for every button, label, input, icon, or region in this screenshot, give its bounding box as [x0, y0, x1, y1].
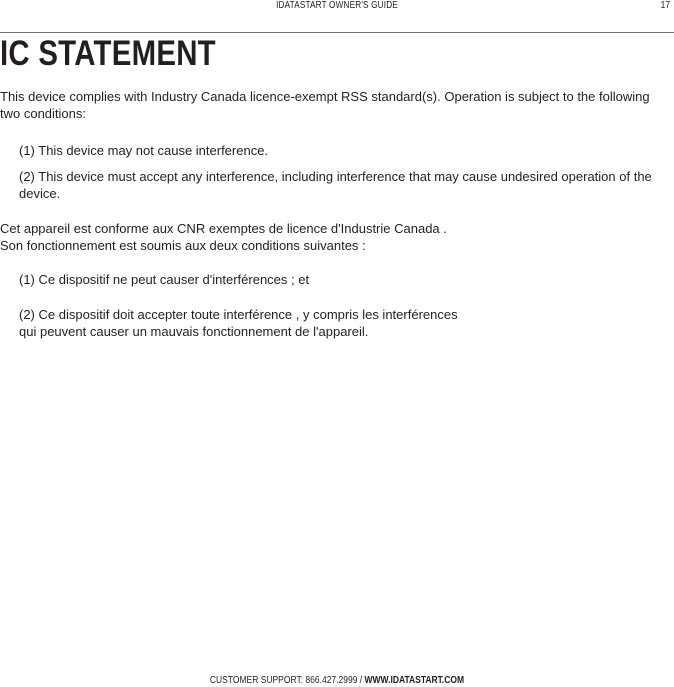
header-divider	[0, 32, 674, 33]
footer-support-label: CUSTOMER SUPPORT: 866.427.2999 /	[209, 675, 363, 686]
french-intro-line-1: Cet appareil est conforme aux CNR exemptes de licence d'Industrie Canada .	[0, 221, 447, 236]
footer-website-link[interactable]: WWW.IDATASTART.COM	[364, 675, 465, 686]
footer	[51, 675, 624, 687]
condition-2: (2) This device must accept any interference, including interference that may cause undesired operation of the device.	[19, 169, 652, 201]
condition-1: (1) This device may not cause interference.	[19, 143, 269, 158]
page-number: 17	[660, 0, 670, 11]
french-intro-line-2: Son fonctionnement est soumis aux deux conditions suivantes :	[0, 238, 366, 253]
french-condition-1: (1) Ce dispositif ne peut causer d'interférences ; et	[19, 272, 310, 287]
header-title: IDATASTART OWNER'S GUIDE	[276, 0, 398, 11]
french-condition-2-continued: qui peuvent causer un mauvais fonctionnement de l'appareil.	[19, 324, 369, 339]
french-condition-2: (2) Ce dispositif doit accepter toute interférence , y compris les interférences	[19, 307, 458, 322]
intro-paragraph: This device complies with Industry Canada licence-exempt RSS standard(s). Operation is subject to the following two conditions:	[0, 89, 650, 121]
section-heading: IC STATEMENT	[0, 34, 216, 73]
